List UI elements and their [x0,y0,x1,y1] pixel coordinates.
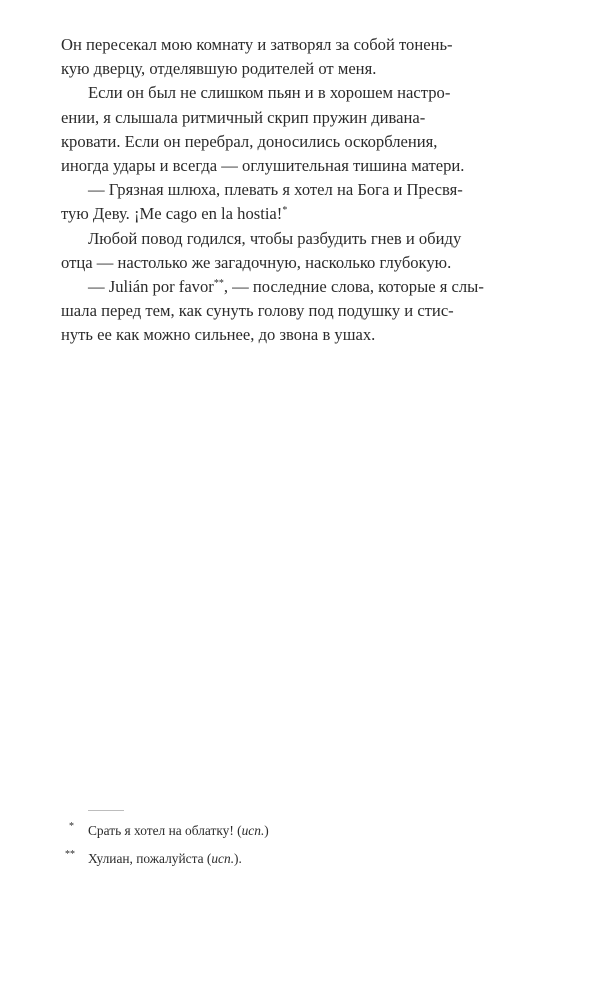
footnotes [61,822,547,878]
paragraph-3-line-2-text: тую Деву. ¡Me cago en la hostia! [61,204,283,224]
paragraph-4-line-1: Любой повод годился, чтобы разбудить гнев и обиду [88,228,462,248]
paragraph-5-line-1-end: , — последние слова, которые я слы- [223,277,484,297]
footnote-1 [61,822,547,842]
footnote-2-text [88,850,242,868]
footnote-ref-2: ** [213,278,224,290]
footnote-2 [61,850,547,870]
footnote-1-mark: * [69,821,74,832]
paragraph-3-line-2 [61,202,547,226]
paragraph-1-line-1: Он пересекал мою комнату и затворял за собой тонень- [61,35,453,54]
footnote-2-tail: ). [234,851,242,866]
paragraph-4-line-2: отца — настолько же загадочную, насколько глубокую. [61,252,452,272]
main-text [61,33,547,348]
paragraph-3-line-1: — Грязная шлюха, плевать я хотел на Бога и Пресвя- [88,180,463,200]
footnote-ref-1: * [282,205,288,217]
paragraph-5-line-3: нуть ее как можно сильнее, до звона в ушах. [61,325,376,345]
paragraph-5-line-2: шала перед тем, как сунуть голову под подушку и стис- [61,301,454,321]
footnote-1-body: Срать я хотел на облатку! ( [88,823,242,838]
footnote-2-mark: ** [65,849,75,860]
paragraph-1-line-2: кую дверцу, отделявшую родителей от меня. [61,59,377,79]
footnote-1-text [88,822,269,840]
paragraph-2-line-1: Если он был не слишком пьян и в хорошем настро- [88,83,451,103]
footnote-1-lang: исп. [241,823,265,838]
footnote-1-tail: ) [264,823,269,838]
paragraph-5-line-1 [61,275,547,299]
paragraph-5-line-1-start: — Julián por favor [88,277,214,297]
footnote-2-lang: исп. [211,851,235,866]
footnote-2-body: Хулиан, пожалуйста ( [88,851,212,866]
paragraph-2-line-2: ении, я слышала ритмичный скрип пружин дивана- [61,107,426,127]
footnote-divider [88,810,124,811]
paragraph-2-line-3: кровати. Если он перебрал, доносились оскорбления, [61,131,438,151]
paragraph-2-line-4: иногда удары и всегда — оглушительная тишина матери. [61,156,465,176]
